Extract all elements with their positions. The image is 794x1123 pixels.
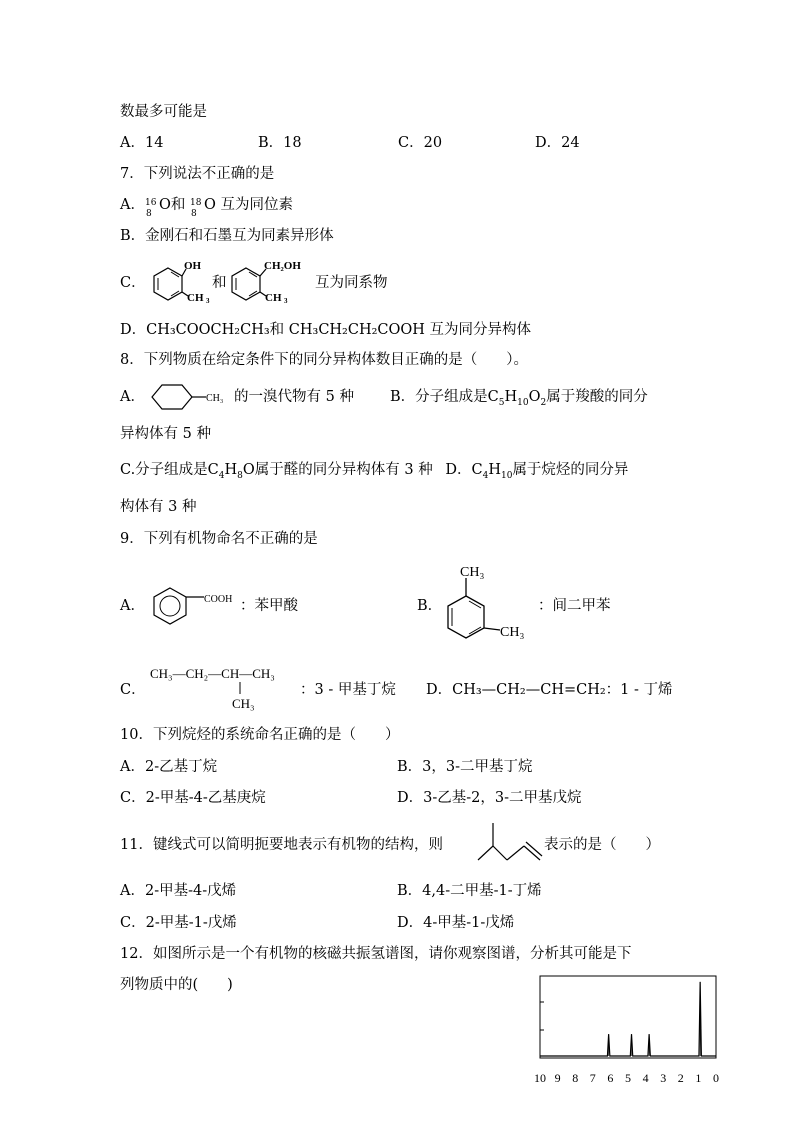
q7-c-and: 和 — [212, 275, 227, 291]
nmr-tick-label: 1 — [695, 1071, 702, 1085]
q9-b-name: ：间二甲苯 — [538, 598, 611, 614]
q6-tail: 数最多可能是 — [120, 104, 207, 120]
q10-option-d: D．3-乙基-2，3-二甲基戊烷 — [397, 790, 582, 806]
svg-text:CH₃: CH₃ — [500, 625, 525, 640]
nmr-trace — [540, 982, 716, 1056]
q7-c-suffix: 互为同系物 — [315, 275, 388, 291]
q9-a-prefix: A． — [120, 598, 145, 614]
q10-option-b: B．3，3-二甲基丁烷 — [397, 759, 533, 775]
q9-a-name: ：苯甲酸 — [240, 598, 298, 614]
q7-c-benzyl-alcohol-structure — [226, 256, 316, 306]
q11-option-b: B．4,4-二甲基-1-丁烯 — [397, 883, 542, 899]
svg-text:OH: OH — [184, 260, 202, 272]
svg-text:CH₃: CH₃ — [206, 393, 224, 404]
q9-b-m-xylene-structure — [438, 556, 548, 660]
q7-stem: 7．下列说法不正确的是 — [120, 166, 275, 182]
q9-stem: 9．下列有机物命名不正确的是 — [120, 531, 318, 547]
q7-c-prefix: C． — [120, 275, 146, 291]
q11-option-c: C．2-甲基-1-戊烯 — [120, 915, 237, 931]
q8-a-text: 的一溴代物有 5 种 — [234, 389, 354, 405]
q6-option-c: C．20 — [398, 135, 443, 151]
q11-skeletal-formula — [474, 820, 544, 866]
q12-stem-line2: 列物质中的( ) — [120, 977, 233, 993]
svg-text:COOH: COOH — [204, 594, 233, 605]
q12-stem-line1: 12．如图所示是一个有机物的核磁共振氢谱图，请你观察图谱，分析其可能是下 — [120, 946, 632, 962]
q11-option-a: A．2-甲基-4-戊烯 — [120, 883, 237, 899]
q6-option-a: A．14 — [120, 135, 164, 151]
nmr-plot-frame — [540, 976, 716, 1058]
q8-b-continuation: 异构体有 5 种 — [120, 426, 211, 442]
q9-a-benzoic-acid-structure — [148, 584, 248, 628]
q9-b-prefix: B． — [417, 598, 443, 614]
q7-option-a: A． 16 8 O和 18 8 O 互为同位素 — [120, 197, 293, 219]
nmr-tick-label: 3 — [660, 1071, 667, 1085]
nmr-tick-label: 10 — [534, 1071, 546, 1085]
q9-option-d: D．CH₃—CH₂—CH=CH₂：1 - 丁烯 — [426, 682, 673, 698]
q8-a-prefix: A． — [120, 389, 145, 405]
svg-text:CH: CH — [187, 292, 204, 304]
nmr-tick-label: 7 — [589, 1071, 596, 1085]
q8-a-methylcyclohexane-structure — [146, 380, 236, 416]
q8-stem: 8．下列物质在给定条件下的同分异构体数目正确的是（ ）。 — [120, 352, 528, 368]
q7-option-d: D．CH₃COOCH₂CH₃和 CH₃CH₂CH₂COOH 互为同分异构体 — [120, 322, 532, 338]
svg-text:CH₃: CH₃ — [232, 696, 255, 711]
nmr-tick-label: 9 — [554, 1071, 561, 1085]
q10-option-c: C．2-甲基-4-乙基庚烷 — [120, 790, 266, 806]
q9-c-structure — [148, 660, 308, 712]
q8-option-c-d: C.分子组成是$C_4H_8O$属于醛的同分异构体有 3 种 D．$C_4H_{10}$属于烷烃的同分异 — [120, 462, 629, 481]
svg-text:3: 3 — [284, 297, 288, 305]
nmr-tick-label: 2 — [677, 1071, 684, 1085]
q11-stem: 11．键线式可以简明扼要地表示有机物的结构，则 — [120, 837, 443, 853]
nmr-tick-label: 0 — [713, 1071, 719, 1085]
q10-stem: 10．下列烷烃的系统命名正确的是（ ） — [120, 727, 400, 743]
q6-option-b: B．18 — [258, 135, 302, 151]
q8-d-continuation: 构体有 3 种 — [120, 499, 197, 515]
svg-text:CH: CH — [265, 292, 282, 304]
nmr-tick-label: 5 — [625, 1071, 631, 1085]
q7-option-b: B．金刚石和石墨互为同素异形体 — [120, 228, 334, 244]
nmr-tick-label: 6 — [607, 1071, 614, 1085]
svg-text:CH₃—CH₂—CH—CH₃: CH₃—CH₂—CH—CH₃ — [150, 666, 275, 681]
svg-text:CH₂OH: CH₂OH — [264, 260, 301, 272]
nmr-spectrum-chart — [530, 972, 726, 1088]
q7-c-phenol-structure — [146, 256, 216, 306]
svg-text:3: 3 — [206, 297, 210, 305]
q8-option-b: B．分子组成是$C_5H_{10}O_2$属于羧酸的同分 — [390, 389, 648, 408]
q11-option-d: D．4-甲基-1-戊烯 — [397, 915, 515, 931]
svg-text:CH₃: CH₃ — [460, 565, 485, 580]
q6-option-d: D．24 — [535, 135, 580, 151]
q9-c-prefix: C． — [120, 682, 146, 698]
nmr-tick-label: 4 — [642, 1071, 649, 1085]
nmr-tick-label: 8 — [572, 1071, 579, 1085]
q9-c-name: ：3 - 甲基丁烷 — [300, 682, 396, 698]
q11-stem-end: 表示的是（ ） — [544, 837, 660, 853]
q10-option-a: A．2-乙基丁烷 — [120, 759, 218, 775]
